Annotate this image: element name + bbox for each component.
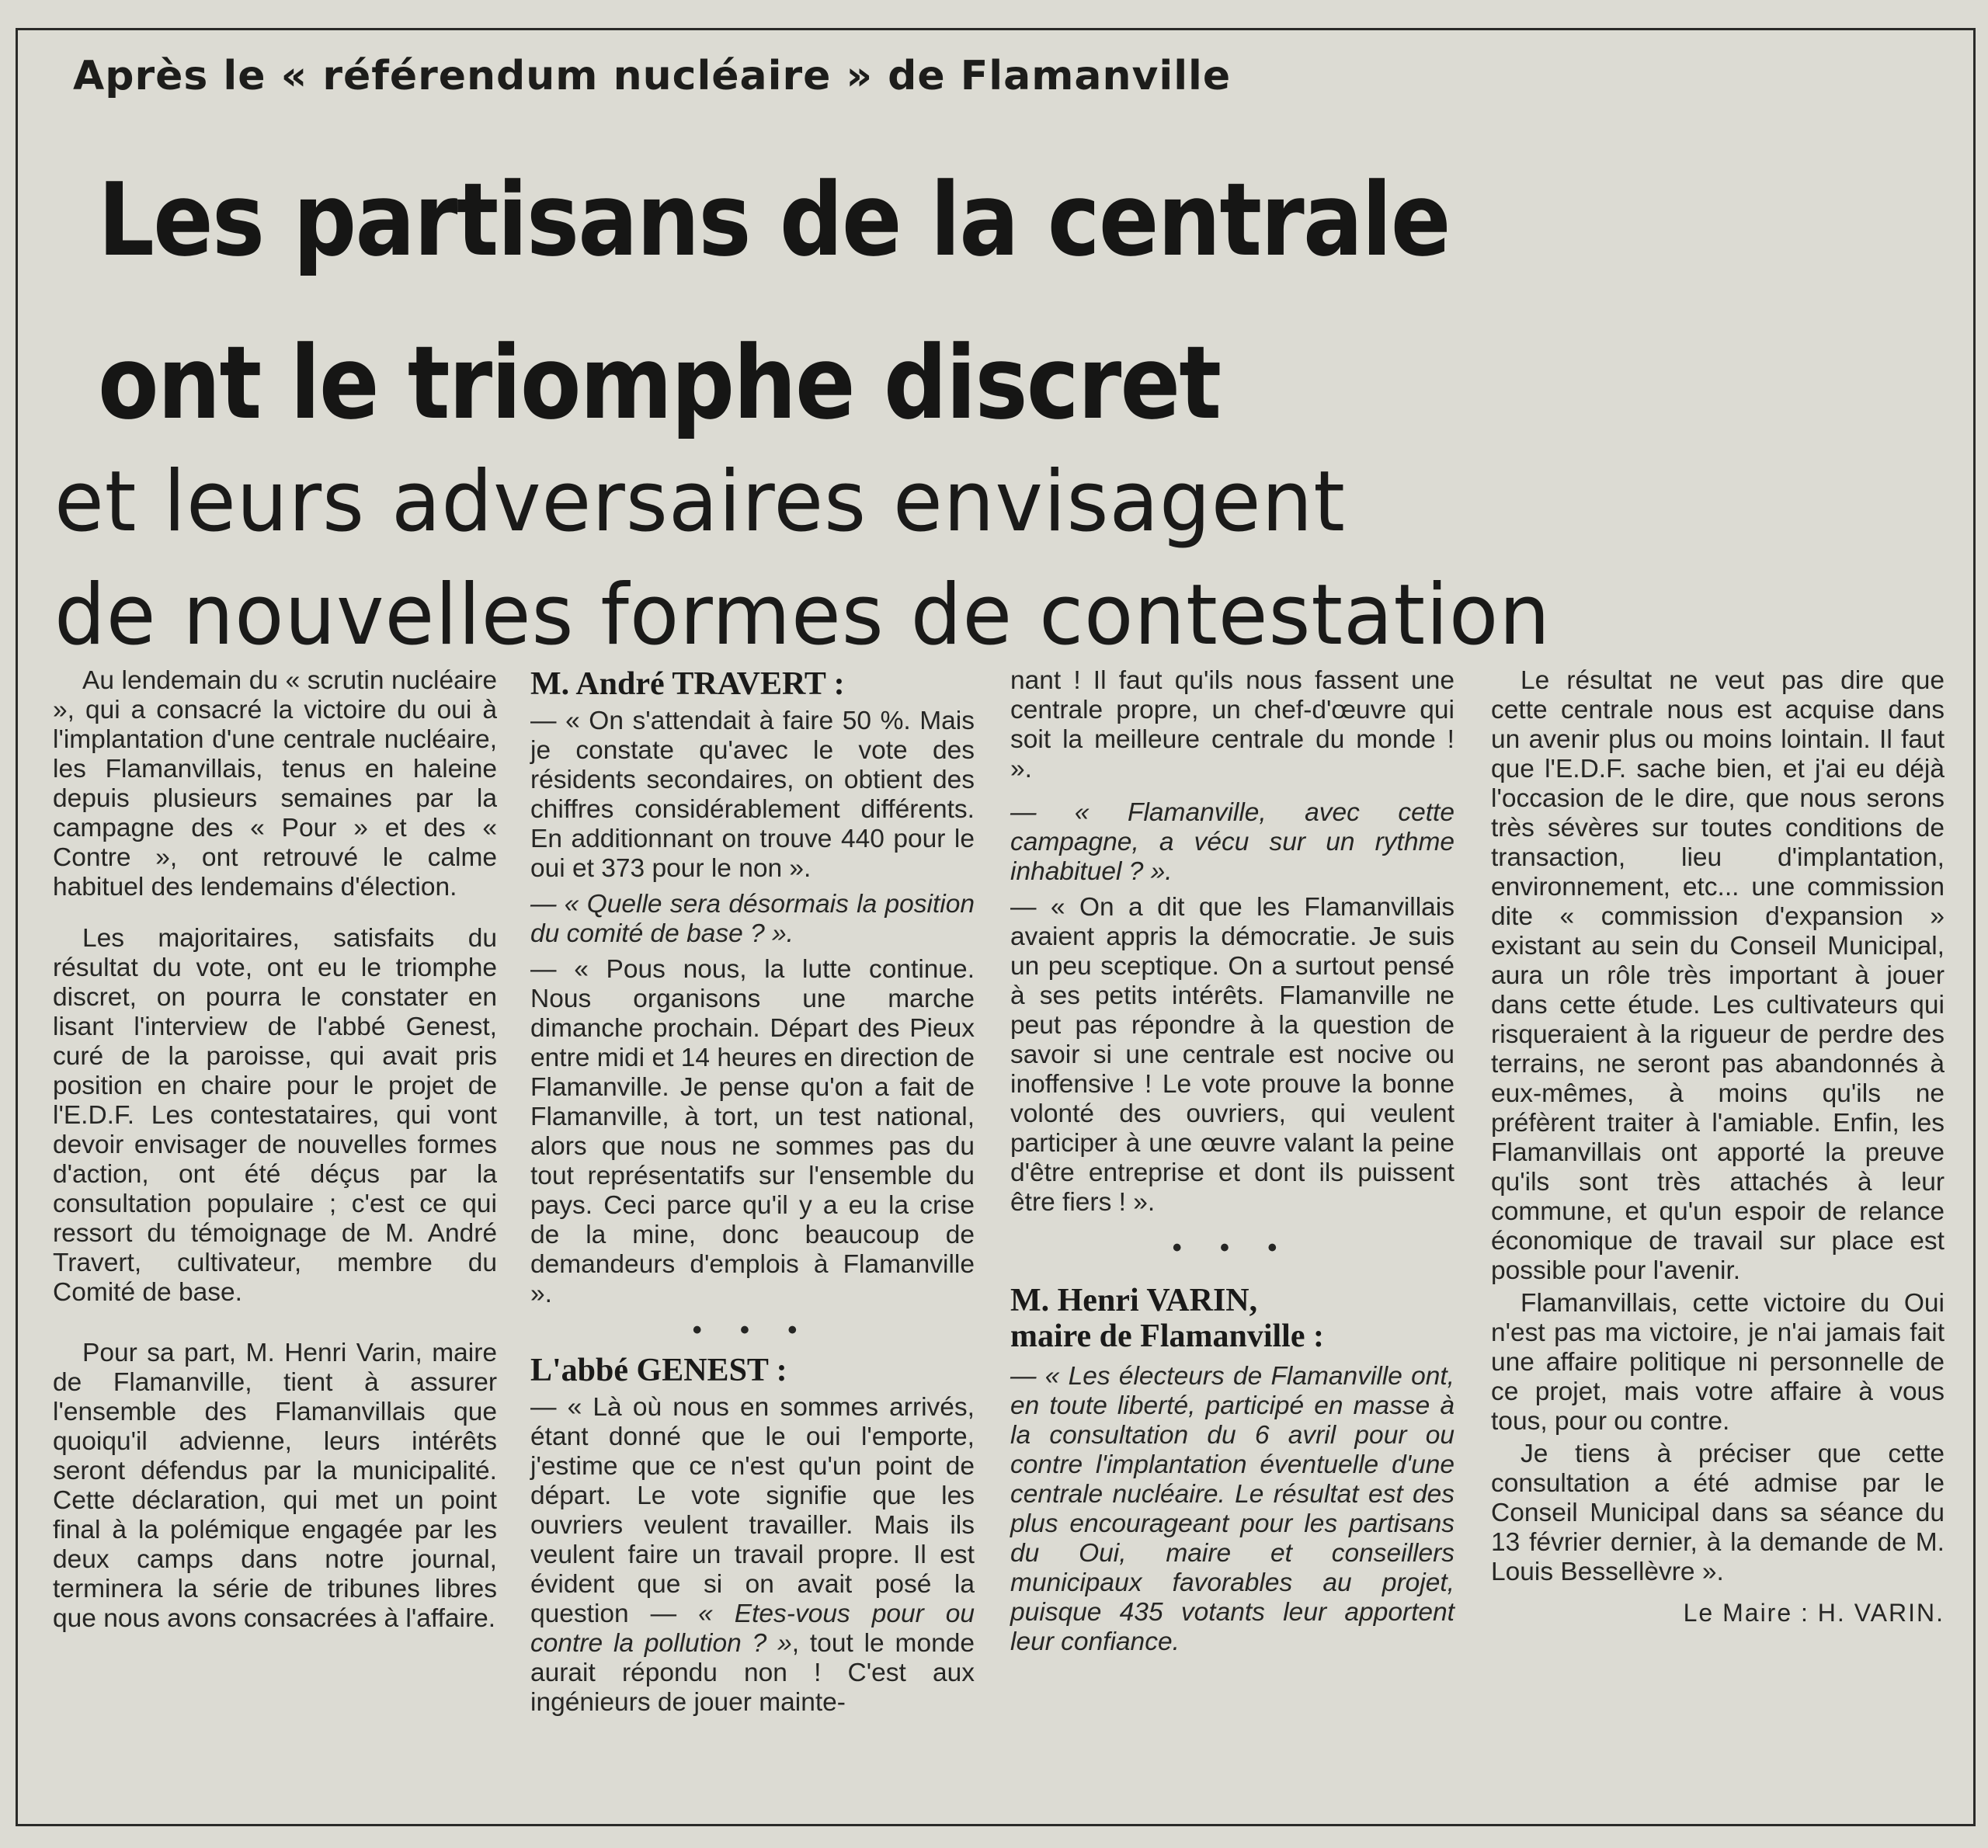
article-headline (98, 138, 1465, 464)
article-kicker: Après le « référendum nucléaire » de Flamanville (73, 53, 1232, 99)
genest-answer-2: — « On a dit que les Flamanvillais avaient appris la démocratie. Je suis un peu sceptique. On a surtout pensé à ses petits intérêts. Flamanville ne peut pas répondre à la question de savoir si une centrale est nocive ou inoffensive ! Le vote prouve la bonne volonté des ouvriers, qui veulent participer à une œuvre valant la peine d'être entreprise et dont ils puissent être fiers ! ». (1010, 893, 1455, 1217)
speaker-varin-title: maire de Flamanville : (1010, 1318, 1324, 1354)
genest-answer-1-start: — « Là où nous en sommes arrivés, étant donné que le oui l'emporte, j'estime que ce n'est qu'un point de départ. Le vote signifie que les ouvriers veulent travailler. Mais ils veulent faire un travail propre. Il est évident que si on avait posé la question — (530, 1393, 975, 1628)
subhead-line-2: de nouvelles formes de contestation (54, 567, 1551, 664)
travert-answer-1: — « On s'attendait à faire 50 %. Mais je constate qu'avec le vote des résidents secondaires, on obtient des chiffres considérablement différents. En additionnant on trouve 440 pour le oui et 373 pour le non ». (530, 707, 975, 883)
varin-statement-2: Le résultat ne veut pas dire que cette centrale nous est acquise dans un avenir plus ou moins lointain. Il faut que l'E.D.F. sache bien, et j'ai eu déjà l'occasion de le dire, que nous serons très sévères sur toutes conditions de transaction, lieu d'implantation, environnement, etc... une commission dite « commission d'expansion » existant au sein du Conseil Municipal, aura un rôle très important à jouer dans cette étude. Les cultivateurs qui risqueraient à la rigueur de perdre des terrains, ne seront pas abandonnés à eux-mêmes, à moins qu'ils ne préfèrent traiter à l'amiable. Enfin, les Flamanvillais ont apporté la preuve qu'ils sont très attachés à leur commune, et qu'un espoir de relance économique de travail sur place est possible pour l'avenir. (1491, 666, 1945, 1285)
varin-statement-4: Je tiens à préciser que cette consultation a été admise par le Conseil Municipal dans sa séance du 13 février dernier, à la demande de M. Louis Bessellèvre ». (1491, 1440, 1945, 1586)
speaker-heading-varin (1010, 1283, 1455, 1354)
headline-line-2: ont le triomphe discret (98, 324, 1221, 442)
genest-answer-1 (530, 1393, 975, 1718)
varin-statement-3: Flamanvillais, cette victoire du Oui n'est pas ma victoire, je n'ai jamais fait une affaire politique ni personnelle de ce projet, mais votre affaire à vous tous, pour ou contre. (1491, 1289, 1945, 1436)
mayor-signature: Le Maire : H. VARIN. (1683, 1599, 1945, 1627)
section-separator-2: • • • (1172, 1233, 1293, 1263)
section-separator: • • • (692, 1315, 813, 1345)
travert-answer-2: — « Pous nous, la lutte continue. Nous organisons une marche dimanche prochain. Départ des Pieux entre midi et 14 heures en direction de Flamanville. Je pense qu'on a fait de Flamanville, à tort, un test national, alors que nous ne sommes pas du tout représentatifs sur l'ensemble du pays. Ceci parce qu'il y a eu la crise de la mine, donc beaucoup de demandeurs d'emplois à Flamanville ». (530, 955, 975, 1308)
speaker-heading-genest: L'abbé GENEST : (530, 1353, 787, 1388)
column-4 (1491, 666, 1945, 1627)
speaker-varin-name: M. Henri VARIN, (1010, 1283, 1258, 1318)
interviewer-question-1: — « Quelle sera désormais la position du comité de base ? ». (530, 890, 975, 948)
subhead-line-1: et leurs adversaires envisagent (54, 453, 1346, 551)
article-subhead (54, 446, 1918, 672)
interviewer-question-2: — « Flamanville, avec cette campagne, a vécu sur un rythme inhabituel ? ». (1010, 798, 1455, 886)
intro-paragraph-2: Les majoritaires, satisfaits du résultat du vote, ont eu le triomphe discret, on pourra le constater en lisant l'interview de l'abbé Genest, curé de la paroisse, qui avait pris position en chaire pour le projet de l'E.D.F. Les contestataires, qui vont devoir envisager de nouvelles formes d'action, ont été déçus par la consultation populaire ; c'est ce qui ressort du témoignage de M. André Travert, cultivateur, membre du Comité de base. (53, 924, 497, 1307)
genest-answer-1-quote: « Etes-vous pour ou contre la pollution ? » (530, 1600, 975, 1658)
column-2 (530, 666, 975, 1724)
genest-answer-1-end: , tout le monde aurait répondu non ! C'est aux ingénieurs de jouer mainte- (530, 1629, 975, 1717)
column-1 (53, 666, 497, 1655)
speaker-heading-travert: M. André TRAVERT : (530, 666, 845, 702)
intro-paragraph-1: Au lendemain du « scrutin nucléaire », qui a consacré la victoire du oui à l'implantation d'une centrale nucléaire, les Flamanvillais, tenus en haleine depuis plusieurs semaines par la campagne des « Pour » et des « Contre », ont retrouvé le calme habituel des lendemains d'élection. (53, 666, 497, 901)
intro-paragraph-3: Pour sa part, M. Henri Varin, maire de Flamanville, tient à assurer l'ensemble des Flamanvillais que quoiqu'il advienne, leurs intérêts seront défendus par la municipalité. Cette déclaration, qui met un point final à la polémique engagée par les deux camps dans notre journal, terminera la série de tribunes libres que nous avons consacrées à l'affaire. (53, 1339, 497, 1633)
headline-line-1: Les partisans de la centrale (98, 161, 1450, 279)
column-3 (1010, 666, 1455, 1663)
varin-statement-1: — « Les électeurs de Flamanville ont, en toute liberté, participé en masse à la consultation du 6 avril pour ou contre l'implantation éventuelle d'une centrale nucléaire. Le résultat est des plus encourageant pour les partisans du Oui, maire et conseillers municipaux favorables au projet, puisque 435 votants leur apportent leur confiance. (1010, 1362, 1455, 1656)
genest-answer-1-continued: nant ! Il faut qu'ils nous fassent une centrale propre, un chef-d'œuvre qui soit la meilleure centrale du monde ! ». (1010, 666, 1455, 783)
